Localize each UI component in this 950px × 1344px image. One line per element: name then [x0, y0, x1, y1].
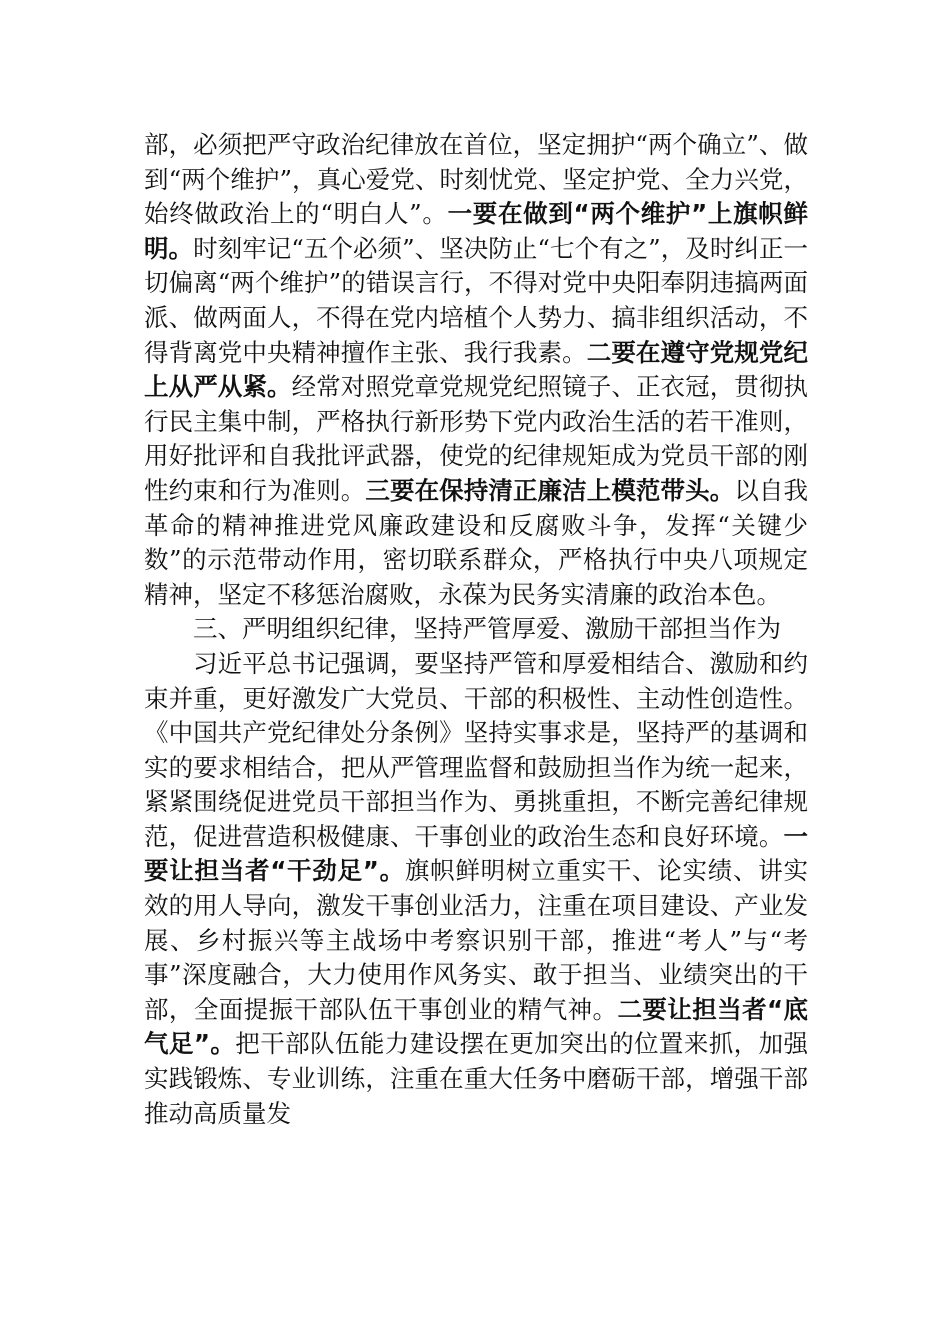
paragraph-political-discipline [144, 128, 808, 612]
bold-point-three: 三要在保持清正廉洁上模范带头。 [365, 475, 735, 505]
document-page [144, 128, 808, 1131]
bold-point-two: 二要在遵守党规党纪上从严从紧。 [144, 337, 809, 402]
bold-point-two: 二要让担当者“底气足”。 [144, 994, 809, 1059]
text-segment: 部，必须把严守政治纪律放在首位，坚定拥护“两个确立”、做到“两个维护”，真心爱党、时刻忧党、坚定护党、全力兴党，始终做政治上的“明白人”。 [144, 130, 808, 229]
text-segment: 经常对照党章党规党纪照镜子、正衣冠，贯彻执行民主集中制，严格执行新形势下党内政治生活的若干准则，用好批评和自我批评武器，使党的纪律规矩成为党员干部的刚性约束和行为准则。 [144, 372, 808, 505]
text-segment: 把干部队伍能力建设摆在更加突出的位置来抓，加强实践锻炼、专业训练，注重在重大任务中磨砺干部，增强干部推动高质量发 [144, 1029, 808, 1128]
text-segment: 以自我革命的精神推进党风廉政建设和反腐败斗争，发挥“关键少数”的示范带动作用，密切联系群众，严格执行中央八项规定精神，坚定不移惩治腐败，永葆为民务实清廉的政治本色。 [144, 475, 809, 609]
paragraph-organizational-discipline [144, 647, 808, 1131]
text-segment: 旗帜鲜明树立重实干、论实绩、讲实效的用人导向，激发干事创业活力，注重在项目建设、产业发展、乡村振兴等主战场中考察识别干部，推进“考人”与“考事”深度融合，大力使用作风务实、敢于担当、业绩突出的干部，全面提振干部队伍干事创业的精气神。 [144, 856, 808, 1024]
text-segment: 习近平总书记强调，要坚持严管和厚爱相结合、激励和约束并重，更好激发广大党员、干部的积极性、主动性创造性。《中国共产党纪律处分条例》坚持实事求是，坚持严的基调和实的要求相结合，把从严管理监督和鼓励担当作为统一起来，紧紧围绕促进党员干部担当作为、勇挑重担，不断完善纪律规范，促进营造积极健康、干事创业的政治生态和良好环境。 [144, 648, 808, 851]
bold-point-one: 一要在做到“两个维护”上旗帜鲜明。 [144, 199, 808, 263]
bold-point-one: 一要让担当者“干劲足”。 [144, 821, 808, 886]
section-heading-three: 三、严明组织纪律，坚持严管厚爱、激励干部担当作为 [193, 614, 781, 644]
text-segment: 时刻牢记“五个必须”、坚决防止“七个有之”，及时纠正一切偏离“两个维护”的错误言行，不得对党中央阳奉阴违搞两面派、做两面人，不得在党内培植个人势力、搞非组织活动，不得背离党中央精神擅作主张、我行我素。 [144, 233, 808, 367]
